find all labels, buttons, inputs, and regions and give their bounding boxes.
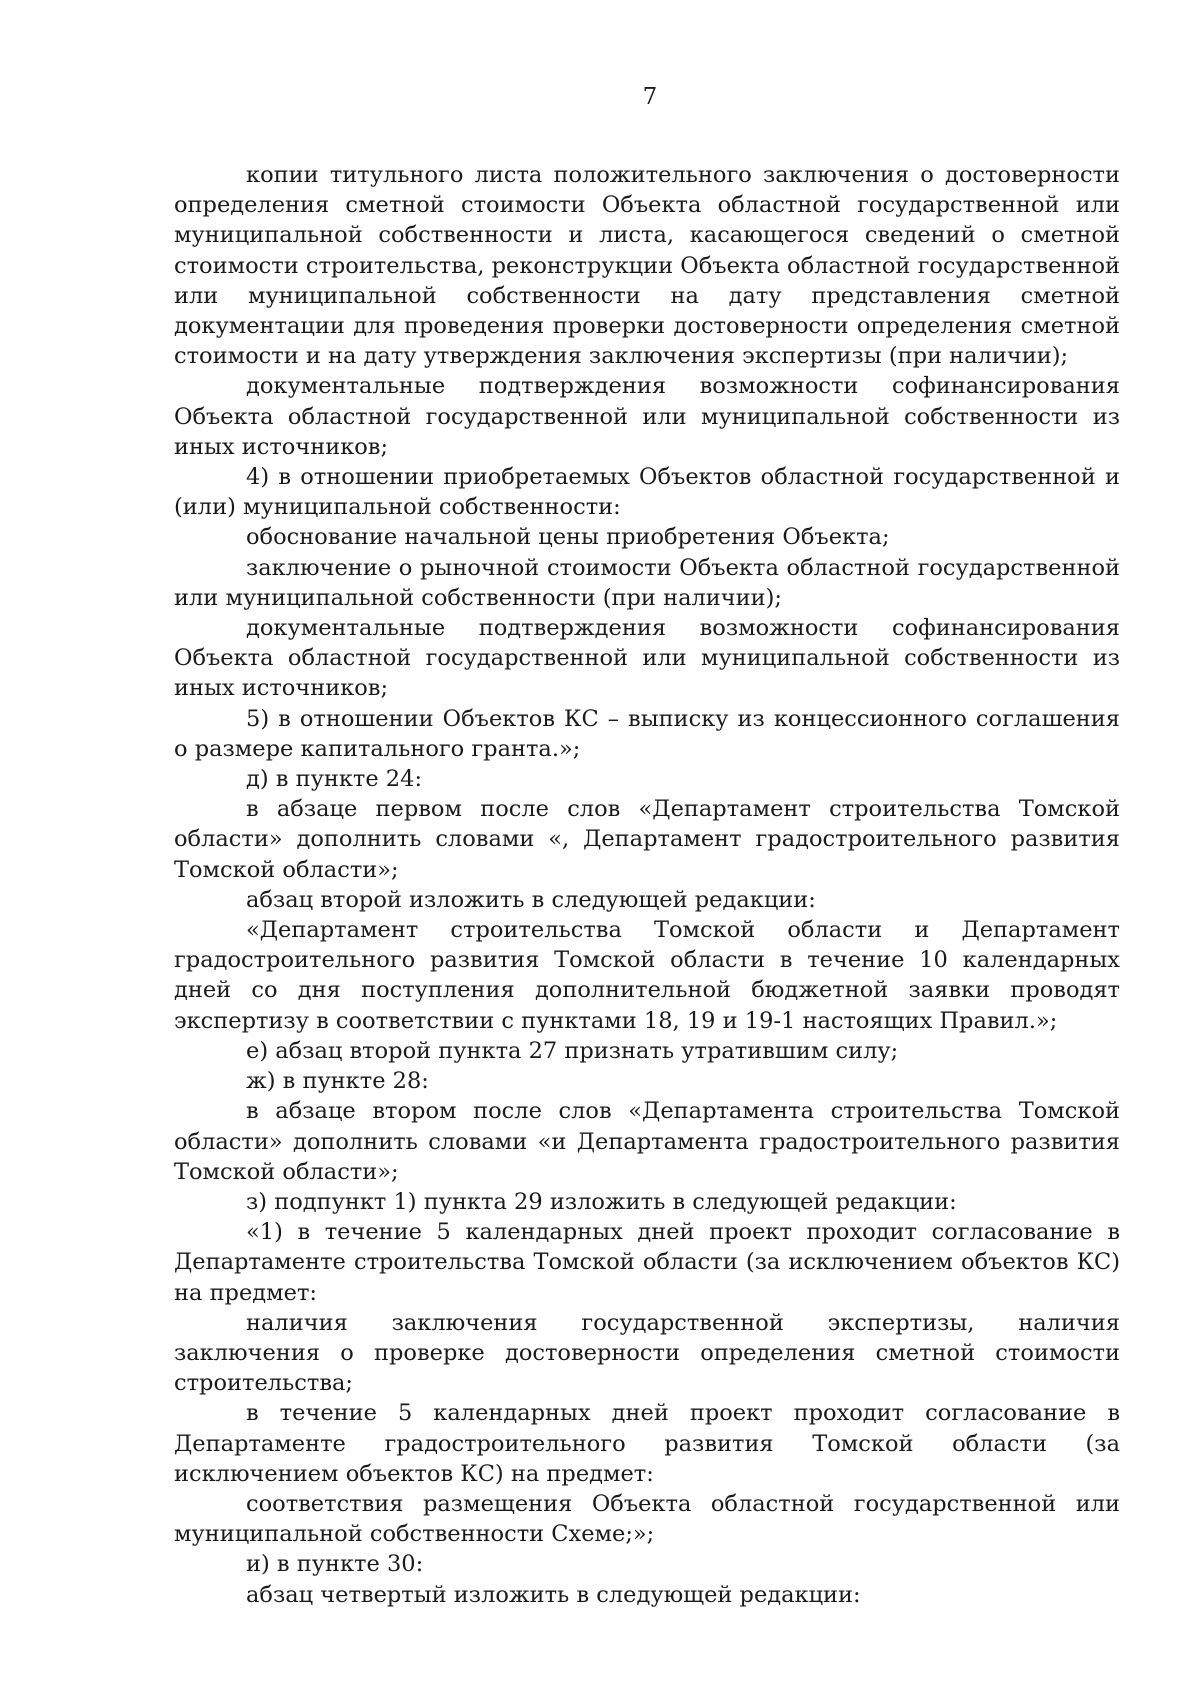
paragraph: заключение о рыночной стоимости Объекта областной государственной или муниципальной собственности (при наличии); (174, 554, 1120, 611)
paragraph: абзац четвертый изложить в следующей редакции: (246, 1581, 861, 1608)
paragraph: обоснование начальной цены приобретения Объекта; (246, 524, 890, 551)
paragraph: документальные подтверждения возможности софинансирования Объекта областной государственной или муниципальной собственности из иных источников; (174, 615, 1120, 702)
document-body (174, 160, 1120, 1610)
paragraph: в абзаце втором после слов «Департамента строительства Томской области» дополнить словами «и Департамента градостроительного развития Томской области»; (174, 1098, 1120, 1185)
paragraph: абзац второй изложить в следующей редакции: (246, 886, 816, 913)
paragraph: в абзаце первом после слов «Департамент строительства Томской области» дополнить словами «, Департамент градостроительного развития Томской области»; (174, 796, 1120, 883)
paragraph: з) подпункт 1) пункта 29 изложить в следующей редакции: (246, 1188, 957, 1215)
paragraph: документальные подтверждения возможности софинансирования Объекта областной государственной или муниципальной собственности из иных источников; (174, 373, 1120, 460)
paragraph: и) в пункте 30: (246, 1551, 424, 1578)
page-number: 7 (642, 84, 658, 110)
paragraph: 5) в отношении Объектов КС – выписку из концессионного соглашения о размере капитального гранта.»; (174, 705, 1120, 762)
paragraph: соответствия размещения Объекта областной государственной или муниципальной собственности Схеме;»; (174, 1490, 1120, 1548)
paragraph: «1) в течение 5 календарных дней проект проходит согласование в Департаменте строительства Томской области (за исключением объектов КС) на предмет: (174, 1219, 1120, 1306)
paragraph: д) в пункте 24: (246, 766, 423, 793)
paragraph: в течение 5 календарных дней проект проходит согласование в Департаменте градостроительного развития Томской области (за исключением объектов КС) на предмет: (174, 1400, 1120, 1487)
paragraph: е) абзац второй пункта 27 признать утратившим силу; (246, 1037, 899, 1064)
paragraph: копии титульного листа положительного заключения о достоверности определения сметной стоимости Объекта областной государственной или муниципальной собственности и листа, касающегося сведений о сметной стоимости строительства, реконструкции Объекта областной государственной или муниципальной собственности на дату представления сметной документации для проведения проверки достоверности определения сметной стоимости и на дату утверждения заключения экспертизы (при наличии); (174, 162, 1120, 370)
paragraph: ж) в пункте 28: (246, 1068, 429, 1095)
paragraph: «Департамент строительства Томской области и Департамент градостроительного развития Томской области в течение 10 календарных дней со дня поступления дополнительной бюджетной заявки проводят экспертизу в соответствии с пунктами 18, 19 и 19-1 настоящих Правил.»; (174, 917, 1120, 1034)
paragraph: 4) в отношении приобретаемых Объектов областной государственной и (или) муниципальной собственности: (174, 464, 1120, 521)
paragraph: наличия заключения государственной экспертизы, наличия заключения о проверке достоверности определения сметной стоимости строительства; (174, 1309, 1120, 1397)
